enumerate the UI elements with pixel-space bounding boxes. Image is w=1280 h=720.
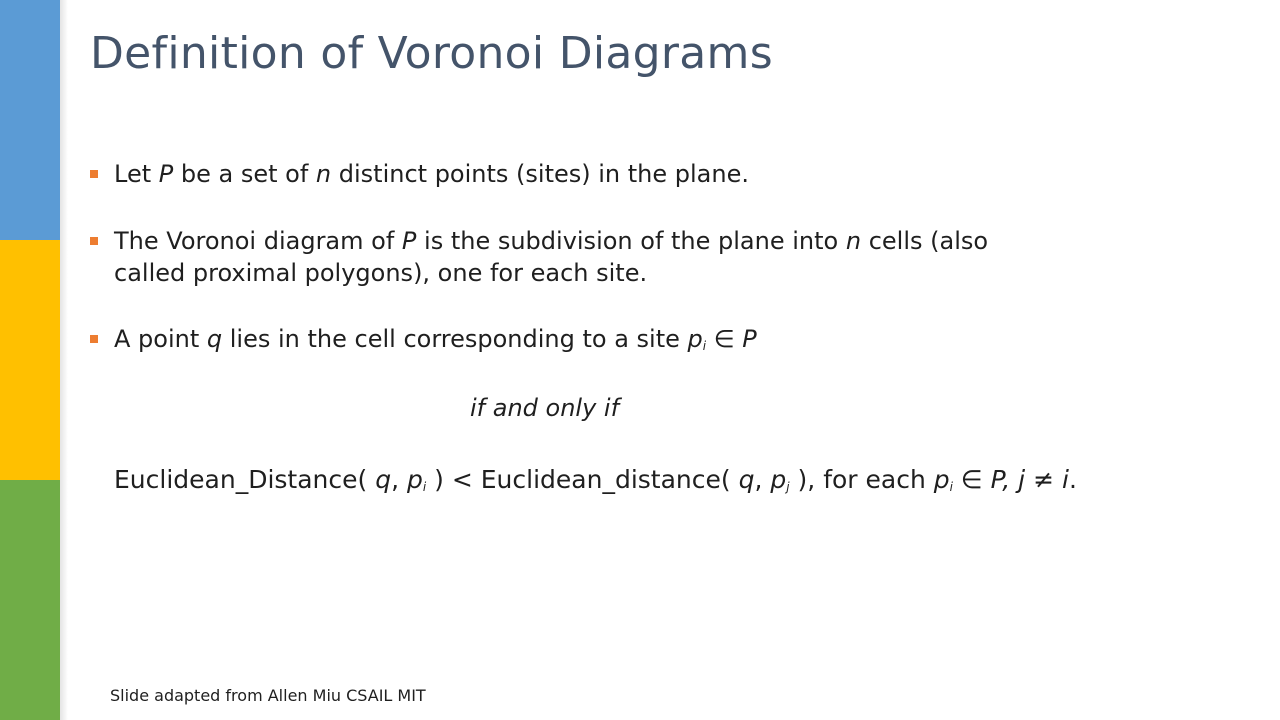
square-bullet-icon bbox=[90, 237, 98, 245]
condition-text: if and only if bbox=[470, 394, 620, 422]
bullet-text-3: A point q lies in the cell corresponding to a site $p_i$ ∈ P bbox=[114, 325, 757, 353]
bullet-text-2-line-1: The Voronoi diagram of P is the subdivision of the plane into n cells (also bbox=[114, 227, 989, 255]
bullet-text-1: Let P be a set of n distinct points (sites) in the plane. bbox=[114, 160, 749, 188]
accent-bar-shadow bbox=[60, 0, 68, 720]
slide-credit: Slide adapted from Allen Miu CSAIL MIT bbox=[110, 686, 426, 705]
distance-formula: Euclidean_Distance( q, $p_i$ ) < Euclidean_distance( q, $p_j$ ), for each $p_i$ ∈ P, j ≠ i. bbox=[114, 465, 1077, 494]
square-bullet-icon bbox=[90, 335, 98, 343]
square-bullet-icon bbox=[90, 170, 98, 178]
slide-title: Definition of Voronoi Diagrams bbox=[90, 28, 773, 79]
accent-bar-green bbox=[0, 480, 60, 720]
accent-bar-yellow bbox=[0, 240, 60, 480]
bullet-text-2-line-2: called proximal polygons), one for each site. bbox=[114, 259, 648, 287]
accent-bar-blue bbox=[0, 0, 60, 240]
